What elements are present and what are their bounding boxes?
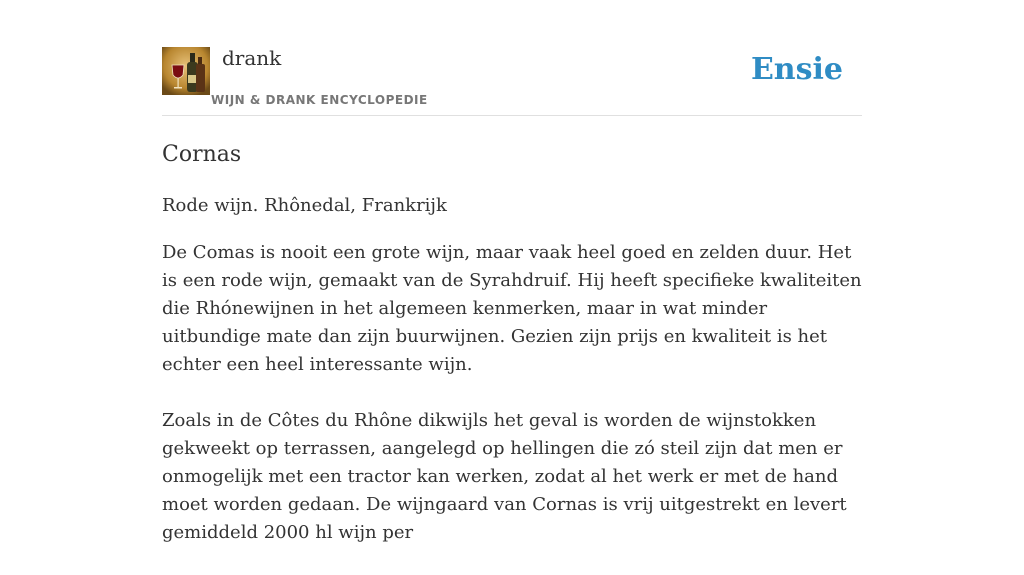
- article-paragraph: De Comas is nooit een grote wijn, maar vaak heel goed en zelden duur. Het is een rode wijn, gemaakt van de Syrahdruif. Hij heeft specifieke kwaliteiten die Rhónewijnen in het algemeen kenmerken, maar in wat minder uitbundige mate dan zijn buurwijnen. Gezien zijn prijs en kwaliteit is het echter een heel interessante wijn.: [162, 242, 862, 375]
- site-header: [162, 40, 862, 116]
- page-title: Cornas: [162, 142, 242, 167]
- site-name[interactable]: drank: [222, 46, 282, 70]
- article-subtitle: Rode wijn. Rhônedal, Frankrijk: [162, 195, 447, 216]
- brand-logo[interactable]: Ensie: [750, 52, 843, 87]
- article-paragraph: Zoals in de Côtes du Rhône dikwijls het geval is worden de wijnstokken gekweekt op terrassen, aangelegd op hellingen die zó steil zijn dat men er onmogelijk met een tractor kan werken, zodat al het werk er met de hand moet worden gedaan. De wijngaard van Cornas is vrij uitgestrekt en levert gemiddeld 2000 hl wijn per: [162, 410, 847, 543]
- article-body: [162, 239, 864, 575]
- site-subtitle: WIJN & DRANK ENCYCLOPEDIE: [211, 93, 428, 107]
- wine-bottle-glass-icon[interactable]: [162, 47, 210, 95]
